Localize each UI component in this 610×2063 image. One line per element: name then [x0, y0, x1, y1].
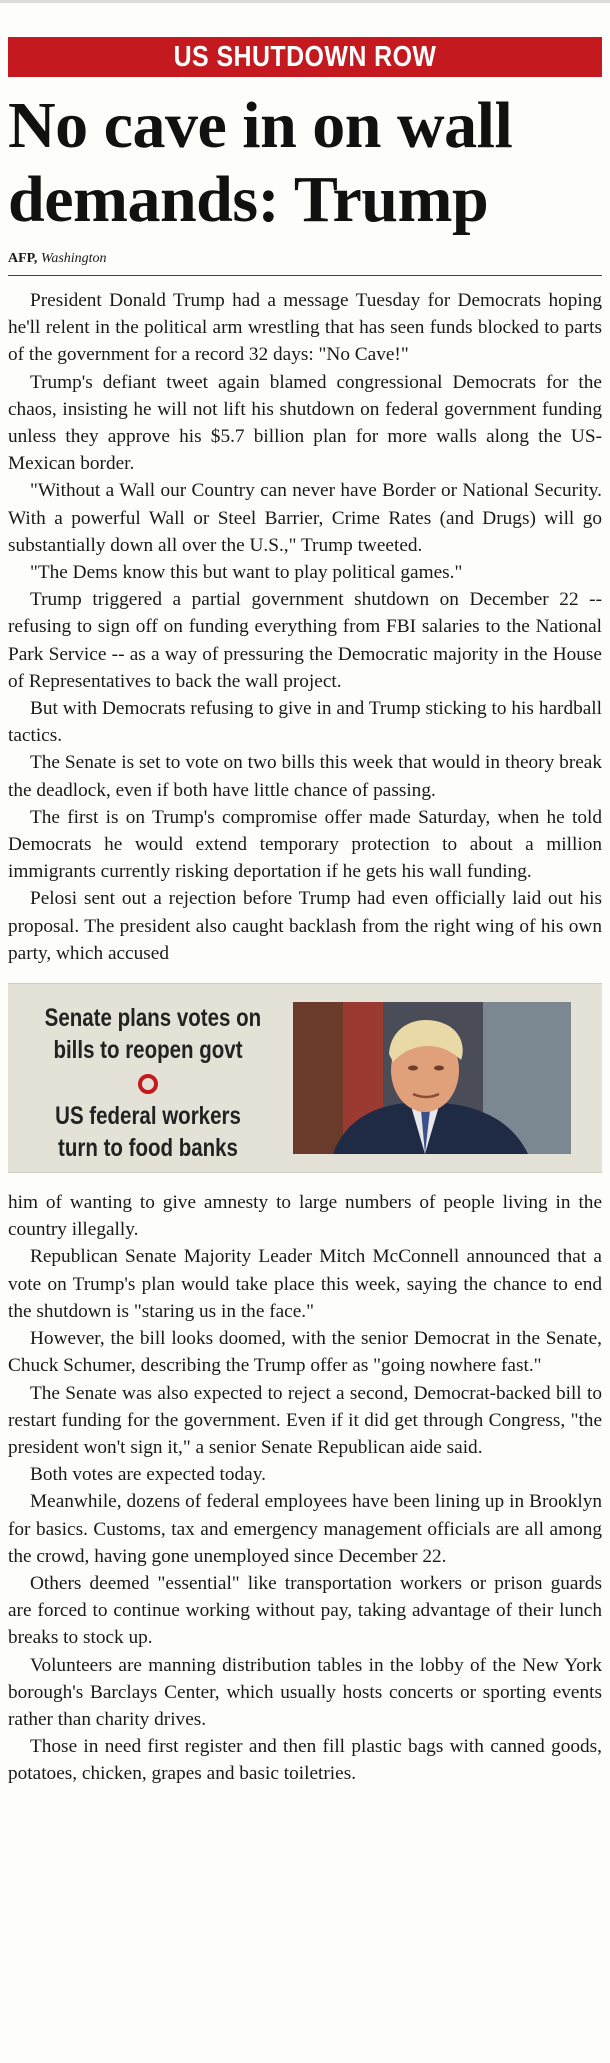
top-rule: [0, 0, 610, 3]
headline-line-1: No cave in on wall: [8, 89, 513, 162]
paragraph: The Senate is set to vote on two bills this week that would in theory break the deadlock, even if both have little chance of passing.: [8, 752, 602, 801]
paragraph: Trump triggered a partial government shutdown on December 22 -- refusing to sign off on funding everything from FBI salaries to the National Park Service -- as a way of pressuring the Democratic majority in the House of Representatives to back the wall project.: [8, 589, 602, 692]
paragraph: him of wanting to give amnesty to large numbers of people living in the country illegally.: [8, 1192, 602, 1241]
byline-place: Washington: [40, 251, 107, 266]
article-body-bottom: [8, 1189, 602, 1787]
paragraph: The first is on Trump's compromise offer made Saturday, when he told Democrats he would extend temporary protection to about a million immigrants currently risking deportation if he gets his wall funding.: [8, 806, 602, 883]
byline-rule: [8, 275, 602, 276]
paragraph: The Senate was also expected to reject a second, Democrat-backed bill to restart funding for the government. Even if it did get through Congress, "the president won't sign it," a senior Senate Republican aide said.: [8, 1382, 602, 1458]
paragraph: Both votes are expected today.: [30, 1464, 266, 1486]
paragraph: Meanwhile, dozens of federal employees have been lining up in Brooklyn for basics. Customs, tax and emergency management officials are all among the crowd, having gone unemployed since December 22.: [8, 1491, 602, 1567]
related-story-2-line-1: US federal workers: [55, 1102, 241, 1131]
byline: [8, 251, 602, 267]
related-stories-box: [8, 983, 602, 1173]
related-story-1-line-2: bills to reopen govt: [53, 1036, 243, 1065]
paragraph: Volunteers are manning distribution tables in the lobby of the New York borough's Barclays Center, which usually hosts concerts or sporting events rather than charity drives.: [8, 1654, 602, 1730]
portrait-illustration: [293, 1002, 571, 1154]
paragraph: Republican Senate Majority Leader Mitch McConnell announced that a vote on Trump's plan would take place this week, saying the chance to end the shutdown is "staring us in the face.": [8, 1246, 602, 1322]
paragraph: But with Democrats refusing to give in and Trump sticking to his hardball tactics.: [8, 698, 602, 747]
related-stories-text: [22, 1002, 274, 1164]
paragraph: "The Dems know this but want to play political games.": [30, 562, 463, 584]
paragraph: "Without a Wall our Country can never have Border or National Security. With a powerful Wall or Steel Barrier, Crime Rates (and Drugs) will go substantially down all over the U.S.," Trump tweeted.: [8, 480, 602, 556]
headline-line-2: demands: Trump: [8, 163, 489, 236]
paragraph: Those in need first register and then fill plastic bags with canned goods, potatoes, chicken, grapes and basic toiletries.: [8, 1736, 602, 1785]
paragraph: However, the bill looks doomed, with the senior Democrat in the Senate, Chuck Schumer, describing the Trump offer as "going nowhere fast.": [8, 1328, 602, 1377]
paragraph: Pelosi sent out a rejection before Trump had even officially laid out his proposal. The president also caught backlash from the right wing of his own party, which accused: [8, 888, 602, 964]
paragraph: Others deemed "essential" like transportation workers or prison guards are forced to continue working without pay, taking advantage of their lunch breaks to stock up.: [8, 1572, 602, 1649]
related-story-2-line-2: turn to food banks: [58, 1134, 238, 1163]
trump-photo: [293, 1002, 571, 1154]
section-kicker: US SHUTDOWN ROW: [173, 41, 437, 73]
related-story-1-line-1: Senate plans votes on: [44, 1004, 262, 1033]
section-kicker-bar: [8, 37, 602, 77]
paragraph: Trump's defiant tweet again blamed congressional Democrats for the chaos, insisting he will not lift his shutdown on federal government funding unless they approve his $5.7 billion plan for more walls along the US-Mexican border.: [8, 371, 602, 475]
byline-agency: AFP,: [8, 251, 38, 266]
article-body-top: [8, 287, 602, 967]
bullet-circle-icon: [138, 1074, 158, 1094]
headline: [8, 89, 602, 237]
paragraph: President Donald Trump had a message Tuesday for Democrats hoping he'll relent in the political arm wrestling that has seen funds blocked to parts of the government for a record 32 days: "No Cave!": [8, 290, 602, 366]
